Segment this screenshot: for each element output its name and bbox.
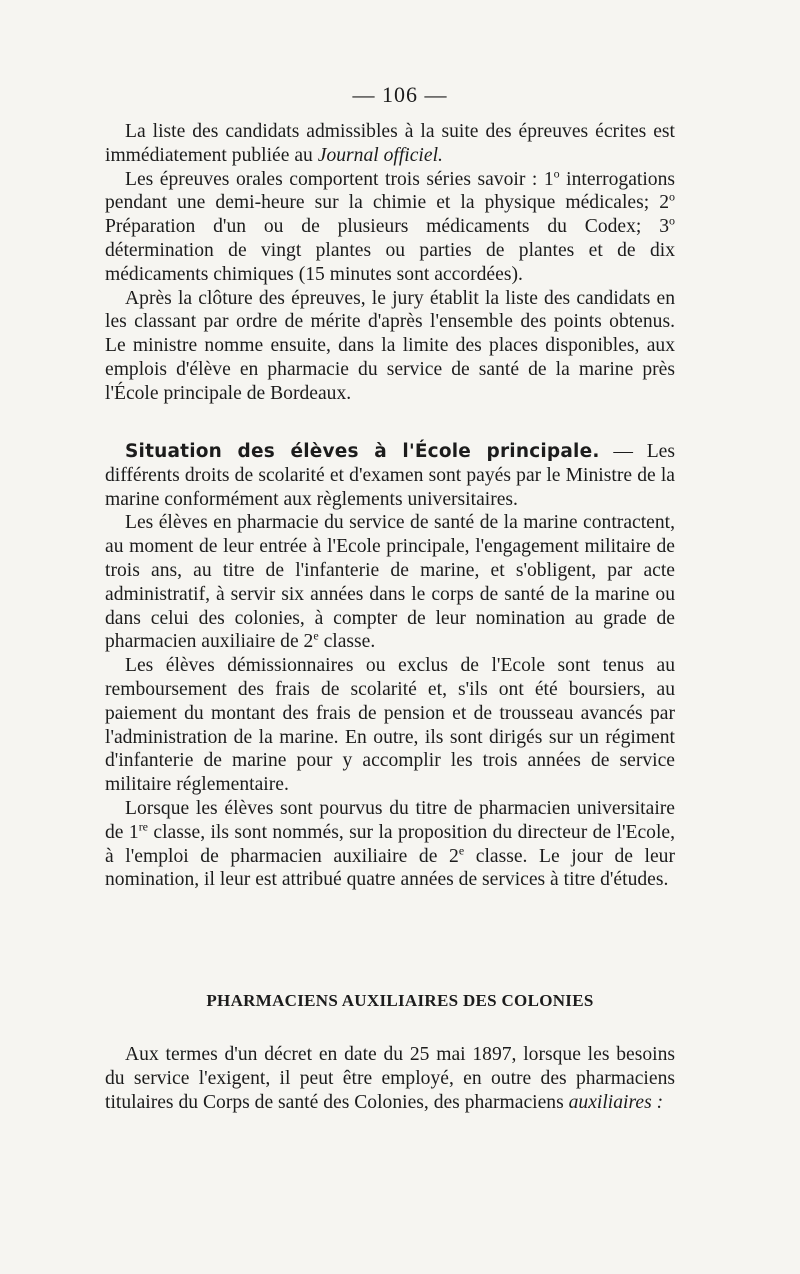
paragraph: Après la clôture des épreuves, le jury établit la liste des candidats en les classant par ordre de mérite d'après l'ensemble des points obtenus. Le ministre nomme ensuite, dans la limite des places disponibles, aux emplois d'élève en pharmacie du service de santé de la marine près l'École principale de Bordeaux. xyxy=(105,287,675,404)
text-block-colonies xyxy=(105,1043,675,1114)
paragraph xyxy=(105,1043,675,1114)
paragraph-text: Les élèves en pharmacie du service de santé de la marine contractent, au moment de leur entrée à l'Ecole principale, l'engagement militaire de trois ans, au titre de l'infanterie de marine, et s'obligent, par acte administratif, à servir six années dans le corps de santé de la marine ou dans celui des colonies, à compter de leur nomination au grade de pharmacien auxiliaire de 2 xyxy=(105,512,675,653)
section-title: Situation des élèves à l'École principale. xyxy=(125,441,600,462)
section-heading: PHARMACIENS AUXILIAIRES DES COLONIES xyxy=(206,991,594,1010)
paragraph-text: classe. xyxy=(318,631,376,653)
journal-title: Journal officiel. xyxy=(317,144,443,166)
ordinal-sup: e xyxy=(458,843,465,858)
paragraph-text: Aux termes d'un décret en date du 25 mai 1897, lorsque les besoins du service l'exigent, il peut être employé, en outre des pharmaciens titulaires du Corps de santé des Colonies, des pharmaciens xyxy=(105,1044,675,1113)
paragraph xyxy=(105,120,675,168)
paragraph xyxy=(105,440,675,511)
paragraph-text: interrogations pendant une demi-heure sur la chimie et la physique médicales; 2 xyxy=(105,168,676,214)
paragraph-text: La liste des candidats admissibles à la suite des épreuves écrites est immédiatement publiée au xyxy=(105,121,675,166)
paragraph-text: Les épreuves orales comportent trois séries savoir : 1 xyxy=(125,168,554,190)
ordinal-sup: o xyxy=(669,189,675,204)
paragraph xyxy=(105,168,675,287)
text-block-situation xyxy=(105,440,675,892)
ordinal-sup: o xyxy=(669,213,675,228)
italic-term: auxiliaires : xyxy=(568,1091,664,1113)
paragraph-text: classe. Le jour de leur nomination, il leur est attribué quatre années de services à titre d'études. xyxy=(105,845,676,891)
paragraph xyxy=(105,797,675,892)
ordinal-sup: re xyxy=(138,819,149,834)
text-block-admission xyxy=(105,120,675,406)
ordinal-sup: o xyxy=(553,166,560,181)
paragraph xyxy=(105,511,675,654)
paragraph-text: Préparation d'un ou de plusieurs médicaments du Codex; 3 xyxy=(105,216,669,238)
paragraph-text: Lorsque les élèves sont pourvus du titre de pharmacien universitaire de 1 xyxy=(105,797,675,843)
paragraph-text: détermination de vingt plantes ou parties de plantes et de dix médicaments chimiques (15 minutes sont accordées). xyxy=(105,239,675,285)
page-number: — 106 — xyxy=(352,82,448,107)
ordinal-sup: e xyxy=(313,628,319,643)
paragraph: Les élèves démissionnaires ou exclus de l'Ecole sont tenus au remboursement des frais de scolarité et, s'ils ont été boursiers, au paiement du montant des frais de pension et de trousseau avancés par l'administration de la marine. En outre, ils sont dirigés sur un régiment d'infanterie de marine pour y accomplir les trois années de service militaire réglementaire. xyxy=(105,655,675,796)
paragraph-text: — Les différents droits de scolarité et d'examen sont payés par le Ministre de la marine conformément aux règlements universitaires. xyxy=(105,441,675,510)
paragraph-text: classe, ils sont nommés, sur la proposition du directeur de l'Ecole, à l'emploi de pharmacien auxiliaire de 2 xyxy=(105,821,675,867)
